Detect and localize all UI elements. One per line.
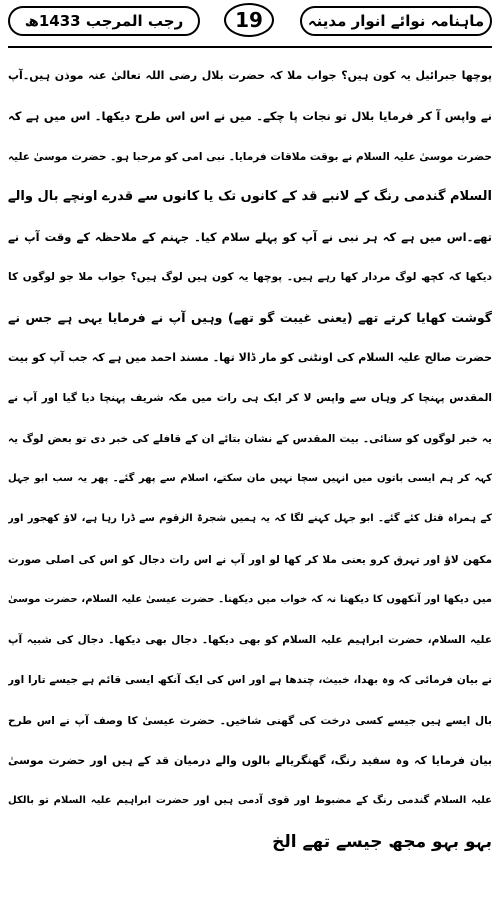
page-header (0, 0, 499, 44)
text-line: حضرت موسیٰ علیہ السلام نے بوقت ملاقات فرمایا۔ نبی امی کو مرحبا ہو۔ حضرت موسیٰ علیہ (8, 150, 492, 163)
text-line: حضرت صالح علیہ السلام کی اونٹنی کو مار ڈالا تھا۔ مسند احمد میں ہے کہ جب آپ کو بیت (8, 351, 492, 365)
page-number: 19 (224, 3, 274, 37)
text-line: بہو بہو مجھ جیسے تھے الخ (272, 831, 492, 852)
text-line: پوچھا جبرائیل یہ کون ہیں؟ جواب ملا کہ حضرت بلال رضی اللہ تعالیٰ عنہ موذن ہیں۔آپ (8, 69, 492, 82)
text-line: کے ہمراہ قتل کئے گئے۔ ابو جہل کہنے لگا کہ یہ ہمیں شجرۃ الزقوم سے ڈرا رہا ہے، لاؤ کھجور اور (8, 513, 492, 525)
issue-date: رجب المرجب 1433ھ (8, 6, 200, 36)
text-line: نے بیان فرمائی کہ وہ بھدا، خبیث، چندھا ہے اور اس کی ایک آنکھ ایسی قائم ہے جیسے تارا اور (8, 674, 492, 687)
text-line: کہہ کر ہم ایسی باتوں میں انہیں سچا نہیں مان سکتے، اسلام سے پھر گئے۔ پھر یہ سب ابو جہل (8, 472, 492, 484)
text-line: علیہ السلام گندمی رنگ کے مضبوط اور قوی آدمی ہیں اور حضرت ابراہیم علیہ السلام تو بالکل (8, 795, 492, 807)
text-line: نے واپس آ کر فرمایا بلال تو نجات پا چکے۔ میں نے اس اس طرح دیکھا۔ اس میں ہے کہ (8, 109, 492, 124)
text-line: علیہ السلام، حضرت ابراہیم علیہ السلام کو بھی دیکھا۔ دجال بھی دیکھا۔ دجال کی شبیہ آپ (8, 634, 492, 647)
text-line: دیکھا کہ کچھ لوگ مردار کھا رہے ہیں۔ پوچھا یہ کون ہیں لوگ ہیں؟ جواب ملا جو لوگوں کا (8, 271, 492, 284)
text-line: السلام گندمی رنگ کے لانبے قد کے کانوں تک یا کانوں سے قدرے اونچے بال والے (8, 188, 492, 204)
text-line: گوشت کھایا کرتے تھے (یعنی غیبت گو تھے) وہیں آپ نے فرمایا یہی ہے جس نے (8, 309, 492, 325)
text-line: میں دیکھا اور آنکھوں کا دیکھنا نہ کہ خواب میں دیکھنا۔ حضرت عیسیٰ علیہ السلام، حضرت موسیٰ (8, 593, 492, 605)
text-line: المقدس پہنچا کر وہاں سے واپس لا کر ایک ہی رات میں مکہ شریف پہنچا دیا گیا اور آپ نے (8, 392, 492, 405)
text-line: بیان فرمایا کہ وہ سفید رنگ، گھنگریالے بالوں والے درمیان قد کے ہیں اور حضرت موسیٰ (8, 754, 492, 768)
text-line: یہ خبر لوگوں کو سنائی۔ بیت المقدس کے نشان بتائے ان کے قافلے کی خبر دی تو بعض لوگ یہ (8, 432, 492, 445)
header-divider (8, 46, 492, 48)
text-line: تھے۔اس میں ہے کہ ہر نبی نے آپ کو پہلے سلام کیا۔ جہنم کے ملاحظہ کے وقت آپ نے (8, 230, 492, 245)
text-line: بال ایسے ہیں جیسے کسی درخت کی گھنی شاخیں۔ حضرت عیسیٰ کا وصف آپ نے اس طرح (8, 714, 492, 727)
article-body (8, 56, 492, 862)
publication-title: ماہنامہ نوائے انوار مدینہ (300, 6, 492, 36)
text-line: مکھن لاؤ اور تہرق کرو یعنی ملا کر کھا لو اور آپ نے اس رات دجال کو اس کی اصلی صورت (8, 553, 492, 566)
